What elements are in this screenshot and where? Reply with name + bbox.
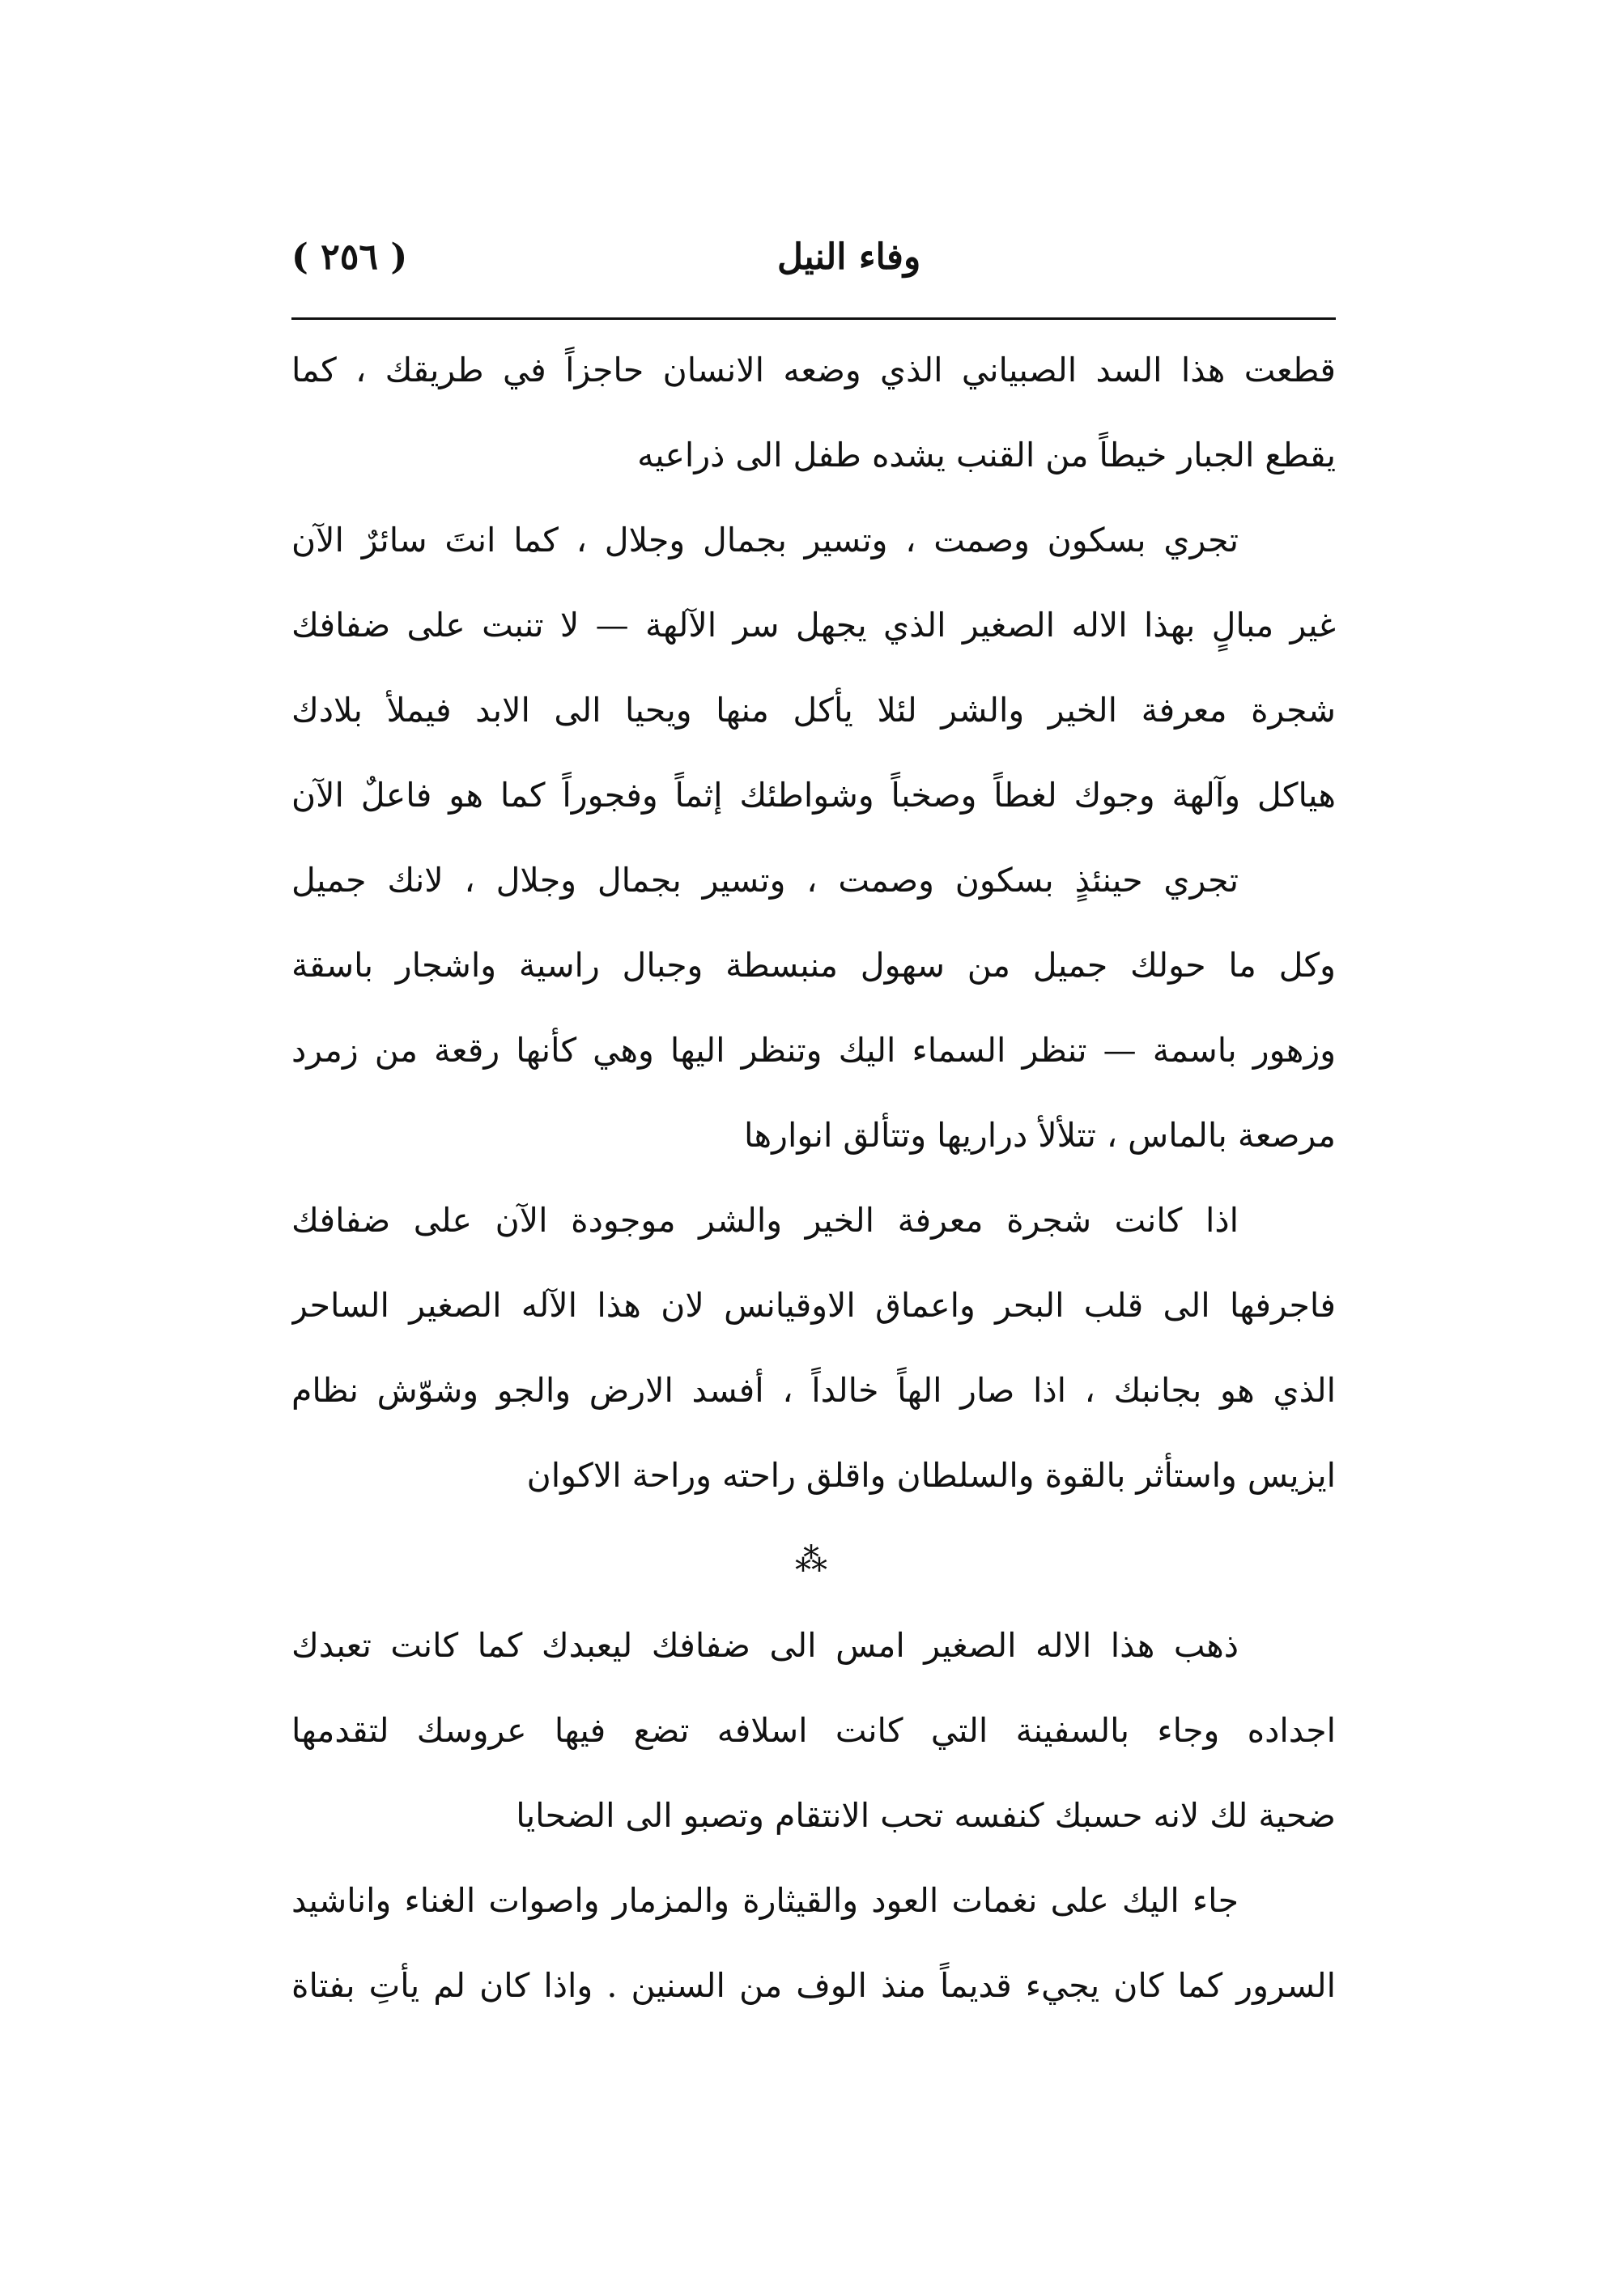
text-line: وكل ما حولك جميل من سهول منبسطة وجبال راسية واشجار باسقة <box>291 946 1336 985</box>
text-line: ايزيس واستأثر بالقوة والسلطان واقلق راحته وراحة الاكوان <box>526 1456 1336 1495</box>
section-ornament: ⁂ <box>795 1542 832 1579</box>
text-line: هياكل وآلهة وجوك لغطاً وصخباً وشواطئك إثماً وفجوراً كما هو فاعلٌ الآن <box>291 776 1336 815</box>
text-line: السرور كما كان يجيء قديماً منذ الوف من السنين . واذا كان لم يأتِ بفتاة <box>291 1966 1336 2005</box>
page-header <box>291 236 1336 301</box>
running-title: وفاء النيل <box>777 236 921 278</box>
body-text <box>291 328 1336 2028</box>
page-number: ( ٢٥٦ ) <box>291 236 408 278</box>
text-line: مرصعة بالماس ، تتلألأ دراريها وتتألق انوارها <box>744 1116 1336 1155</box>
text-line: ذهب هذا الاله الصغير امس الى ضفافك ليعبدك كما كانت تعبدك <box>291 1626 1239 1665</box>
text-line: وزهور باسمة — تنظر السماء اليك وتنظر اليها وهي كأنها رقعة من زمرد <box>291 1031 1336 1070</box>
header-rule <box>291 317 1336 320</box>
text-line: فاجرفها الى قلب البحر واعماق الاوقيانس لان هذا الآله الصغير الساحر <box>291 1286 1336 1325</box>
text-line: غير مبالٍ بهذا الاله الصغير الذي يجهل سر الآلهة — لا تنبت على ضفافك <box>291 606 1336 645</box>
text-line: تجري حينئذٍ بسكون وصمت ، وتسير بجمال وجلال ، لانك جميل <box>291 861 1239 900</box>
text-line: تجري بسكون وصمت ، وتسير بجمال وجلال ، كما انتَ سائرٌ الآن <box>291 521 1239 560</box>
text-line: يقطع الجبار خيطاً من القنب يشده طفل الى ذراعيه <box>637 436 1336 475</box>
text-line: شجرة معرفة الخير والشر لئلا يأكل منها ويحيا الى الابد فيملأ بلادك <box>291 691 1336 730</box>
text-line: جاء اليك على نغمات العود والقيثارة والمزمار واصوات الغناء واناشيد <box>291 1881 1239 1920</box>
text-line: الذي هو بجانبك ، اذا صار الهاً خالداً ، أفسد الارض والجو وشوّش نظام <box>291 1371 1336 1410</box>
text-line: اذا كانت شجرة معرفة الخير والشر موجودة الآن على ضفافك <box>291 1201 1239 1240</box>
text-line: اجداده وجاء بالسفينة التي كانت اسلافه تضع فيها عروسك لتقدمها <box>291 1711 1336 1750</box>
text-line: ضحية لك لانه حسبك كنفسه تحب الانتقام وتصبو الى الضحايا <box>516 1796 1336 1835</box>
text-line: قطعت هذا السد الصبياني الذي وضعه الانسان حاجزاً في طريقك ، كما <box>291 351 1336 389</box>
